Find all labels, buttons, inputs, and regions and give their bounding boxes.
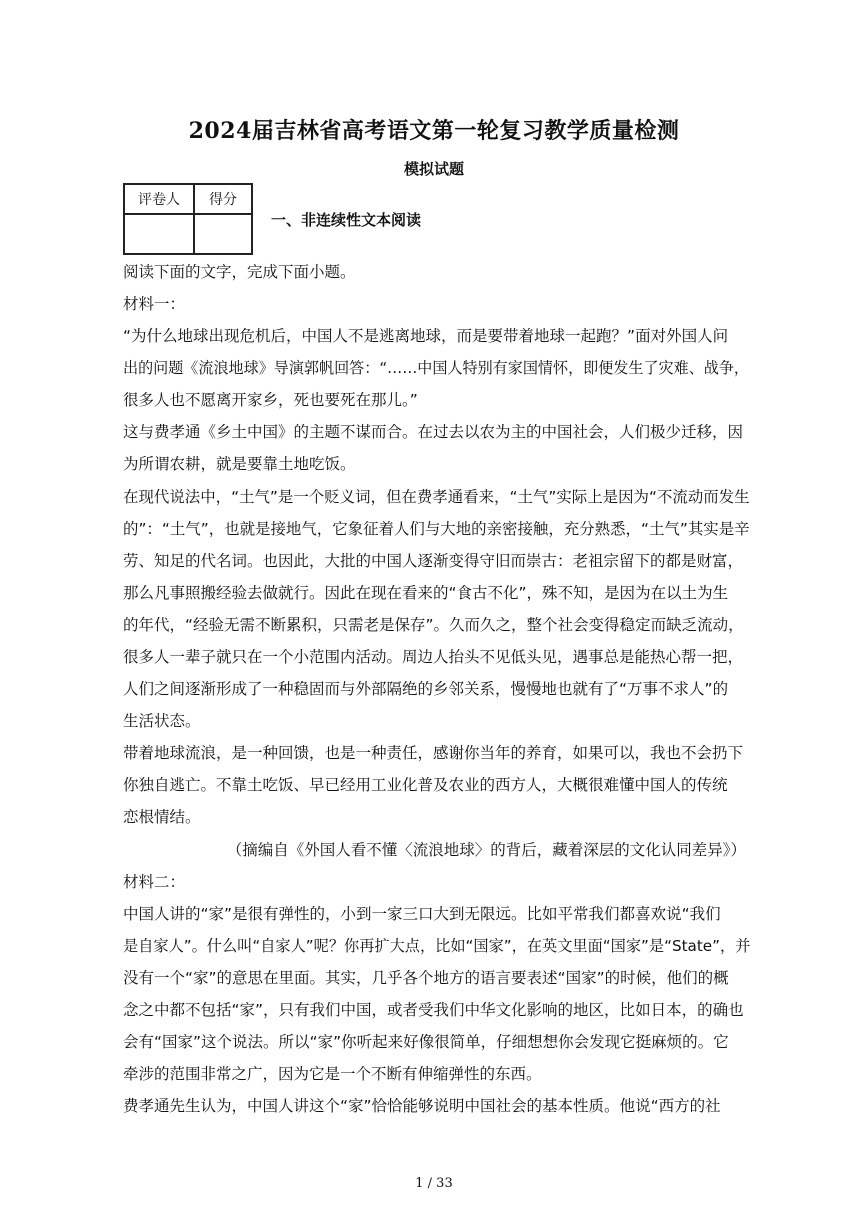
text-line: 牵涉的范围非常之广，因为它是一个不断有伸缩弹性的东西。 — [123, 1065, 542, 1083]
score-table-cell-score — [194, 214, 252, 254]
text-line: 很多人也不愿离开家乡，死也要死在那儿。” — [123, 391, 418, 409]
page-title: 2024届吉林省高考语文第一轮复习教学质量检测 — [188, 118, 680, 144]
source-citation: （摘编自《外国人看不懂〈流浪地球〉的背后，藏着深层的文化认同差异》） — [226, 841, 746, 859]
text-line: 那么凡事照搬经验去做就行。因此在现在看来的“食古不化”，殊不知，是因为在以土为生 — [123, 584, 729, 602]
text-line: 费孝通先生认为，中国人讲这个“家”恰恰能够说明中国社会的基本性质。他说“西方的社 — [123, 1097, 721, 1115]
score-table-cell-grader — [124, 214, 194, 254]
text-line: 的”：“土气”，也就是接地气，它象征着人们与大地的亲密接触，充分熟悉，“土气”其实是辛 — [123, 520, 750, 538]
text-line: 念之中都不包括“家”，只有我们中国，或者受我们中华文化影响的地区，比如日本，的确也 — [123, 1001, 744, 1019]
text-line: 很多人一辈子就只在一个小范围内活动。周边人抬头不见低头见，遇事总是能热心帮一把， — [123, 648, 744, 666]
text-line: 会有“国家”这个说法。所以“家”你听起来好像很简单，仔细想想你会发现它挺麻烦的。它 — [123, 1033, 729, 1051]
text-line: 没有一个“家”的意思在里面。其实，几乎各个地方的语言要表述“国家”的时候，他们的概 — [123, 969, 729, 987]
page-number: 1 / 33 — [415, 1176, 453, 1191]
section-heading: 一、非连续性文本阅读 — [271, 211, 422, 229]
score-table-header-score: 得分 — [194, 184, 252, 214]
text-line: 出的问题《流浪地球》导演郭帆回答：“……中国人特别有家国情怀，即便发生了灾难、战争， — [123, 359, 750, 377]
text-line: 带着地球流浪，是一种回馈，也是一种责任，感谢你当年的养育，如果可以，我也不会扔下 — [123, 744, 744, 762]
text-line: 是自家人”。什么叫“自家人”呢？你再扩大点，比如“国家”，在英文里面“国家”是“State”，并 — [123, 937, 751, 955]
text-line: 你独自逃亡。不靠土吃饭、早已经用工业化普及农业的西方人，大概很难懂中国人的传统 — [123, 776, 728, 794]
text-line: 在现代说法中，“土气”是一个贬义词，但在费孝通看来，“土气”实际上是因为“不流动而发生 — [123, 488, 750, 506]
text-line: 人们之间逐渐形成了一种稳固而与外部隔绝的乡邻关系，慢慢地也就有了“万事不求人”的 — [123, 680, 729, 698]
page-subtitle: 模拟试题 — [403, 160, 464, 178]
text-line: 阅读下面的文字，完成下面小题。 — [123, 263, 356, 281]
score-table-header-grader: 评卷人 — [124, 184, 194, 214]
score-table — [123, 183, 253, 255]
text-line: 的年代，“经验无需不断累积，只需老是保存”。久而久之，整个社会变得稳定而缺乏流动， — [123, 616, 744, 634]
text-line: 劳、知足的代名词。也因此，大批的中国人逐渐变得守旧而崇古：老祖宗留下的都是财富， — [123, 552, 744, 570]
text-line: 材料二： — [123, 873, 186, 891]
text-line: 这与费孝通《乡土中国》的主题不谋而合。在过去以农为主的中国社会，人们极少迁移，因 — [123, 423, 744, 441]
text-line: 恋根情结。 — [123, 808, 201, 826]
text-line: 材料一： — [123, 295, 186, 313]
text-line: “为什么地球出现危机后，中国人不是逃离地球，而是要带着地球一起跑？”面对外国人问 — [123, 327, 729, 345]
text-line: 中国人讲的“家”是很有弹性的，小到一家三口大到无限远。比如平常我们都喜欢说“我们 — [123, 905, 721, 923]
text-line: 生活状态。 — [123, 712, 201, 730]
text-line: 为所谓农耕，就是要靠土地吃饭。 — [123, 455, 356, 473]
